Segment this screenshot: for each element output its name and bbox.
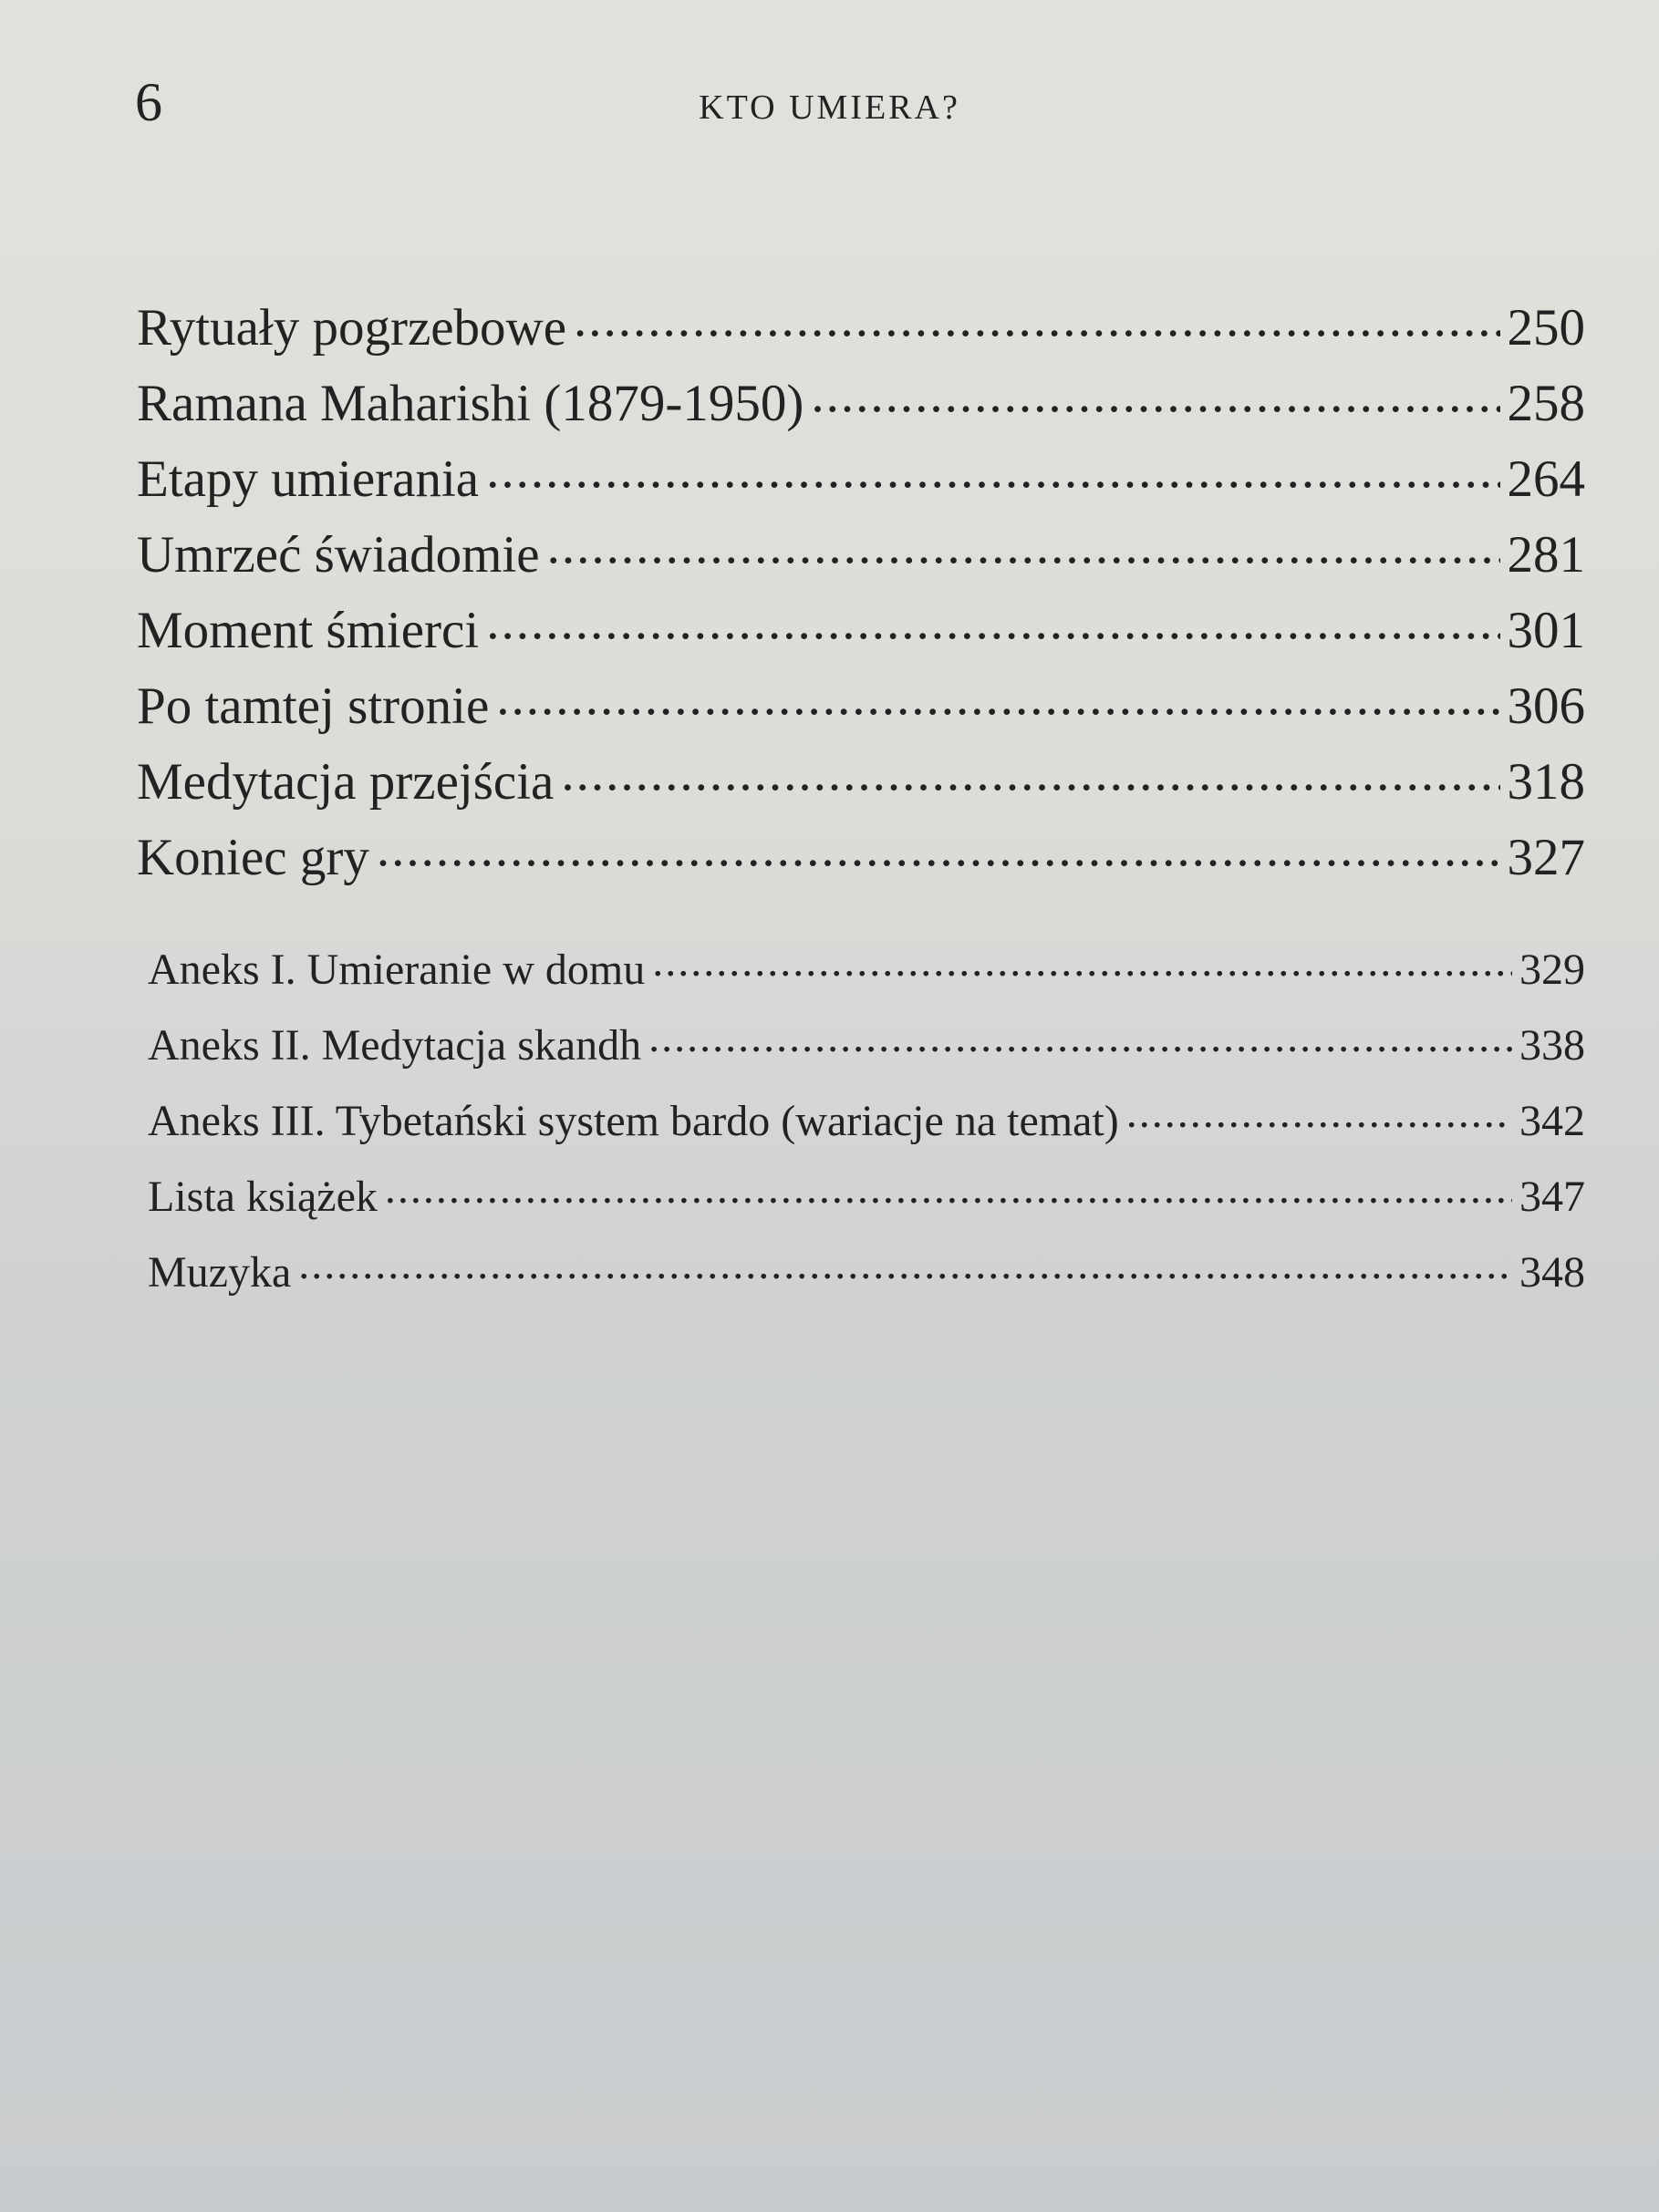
toc-entry — [137, 366, 1585, 441]
toc-entry-title: Po tamtej stronie — [137, 677, 490, 735]
toc-entry-title: Aneks III. Tybetański system bardo (wariacje na temat) — [148, 1097, 1119, 1145]
toc-annex-entry — [148, 1159, 1585, 1235]
dot-leader — [486, 444, 1499, 496]
toc-entry-page: 327 — [1507, 829, 1585, 886]
toc-entry-title: Rytuały pogrzebowe — [137, 299, 567, 357]
toc-entry-page: 338 — [1519, 1021, 1585, 1070]
toc-annex-section — [137, 932, 1585, 1310]
toc-entry-page: 347 — [1519, 1173, 1585, 1221]
table-of-contents — [137, 290, 1585, 1310]
toc-entry-page: 250 — [1507, 299, 1585, 357]
dot-leader — [385, 1167, 1512, 1211]
toc-entry — [137, 744, 1585, 820]
dot-leader — [1126, 1091, 1512, 1135]
page-number: 6 — [135, 72, 162, 132]
dot-leader — [811, 368, 1499, 420]
toc-entry-page: 264 — [1507, 450, 1585, 508]
toc-entry — [137, 290, 1585, 366]
toc-annex-entry — [148, 1008, 1585, 1083]
toc-entry-title: Medytacja przejścia — [137, 753, 555, 811]
toc-annex-entry — [148, 932, 1585, 1008]
toc-entry — [137, 517, 1585, 593]
toc-annex-entry — [148, 1083, 1585, 1159]
dot-leader — [298, 1243, 1512, 1287]
toc-entry-page: 348 — [1519, 1248, 1585, 1297]
dot-leader — [574, 293, 1499, 345]
toc-annex-entry — [148, 1235, 1585, 1310]
toc-entry-page: 306 — [1507, 677, 1585, 735]
toc-entry — [137, 441, 1585, 517]
toc-entry-page: 318 — [1507, 753, 1585, 811]
toc-entry-title: Moment śmierci — [137, 602, 480, 659]
dot-leader — [496, 671, 1499, 723]
toc-entry-title: Aneks I. Umieranie w domu — [148, 946, 646, 994]
toc-entry-page: 258 — [1507, 375, 1585, 432]
toc-entry — [137, 593, 1585, 668]
toc-entry-title: Koniec gry — [137, 829, 369, 886]
toc-entry-page: 301 — [1507, 602, 1585, 659]
toc-entry-title: Etapy umierania — [137, 450, 480, 508]
toc-entry-page: 281 — [1507, 526, 1585, 584]
dot-leader — [652, 940, 1512, 984]
toc-entry-title: Lista książek — [148, 1173, 378, 1221]
toc-main-section — [137, 290, 1585, 895]
toc-entry-page: 342 — [1519, 1097, 1585, 1145]
toc-entry-title: Aneks II. Medytacja skandh — [148, 1021, 642, 1070]
dot-leader — [648, 1016, 1512, 1059]
dot-leader — [377, 822, 1500, 874]
dot-leader — [547, 520, 1500, 572]
toc-entry-title: Umrzeć świadomie — [137, 526, 540, 584]
toc-entry-title: Muzyka — [148, 1248, 292, 1297]
toc-entry — [137, 820, 1585, 895]
dot-leader — [486, 595, 1499, 647]
dot-leader — [561, 747, 1499, 799]
toc-entry — [137, 668, 1585, 744]
running-head: KTO UMIERA? — [699, 88, 960, 127]
toc-entry-page: 329 — [1519, 946, 1585, 994]
toc-entry-title: Ramana Maharishi (1879-1950) — [137, 375, 804, 432]
